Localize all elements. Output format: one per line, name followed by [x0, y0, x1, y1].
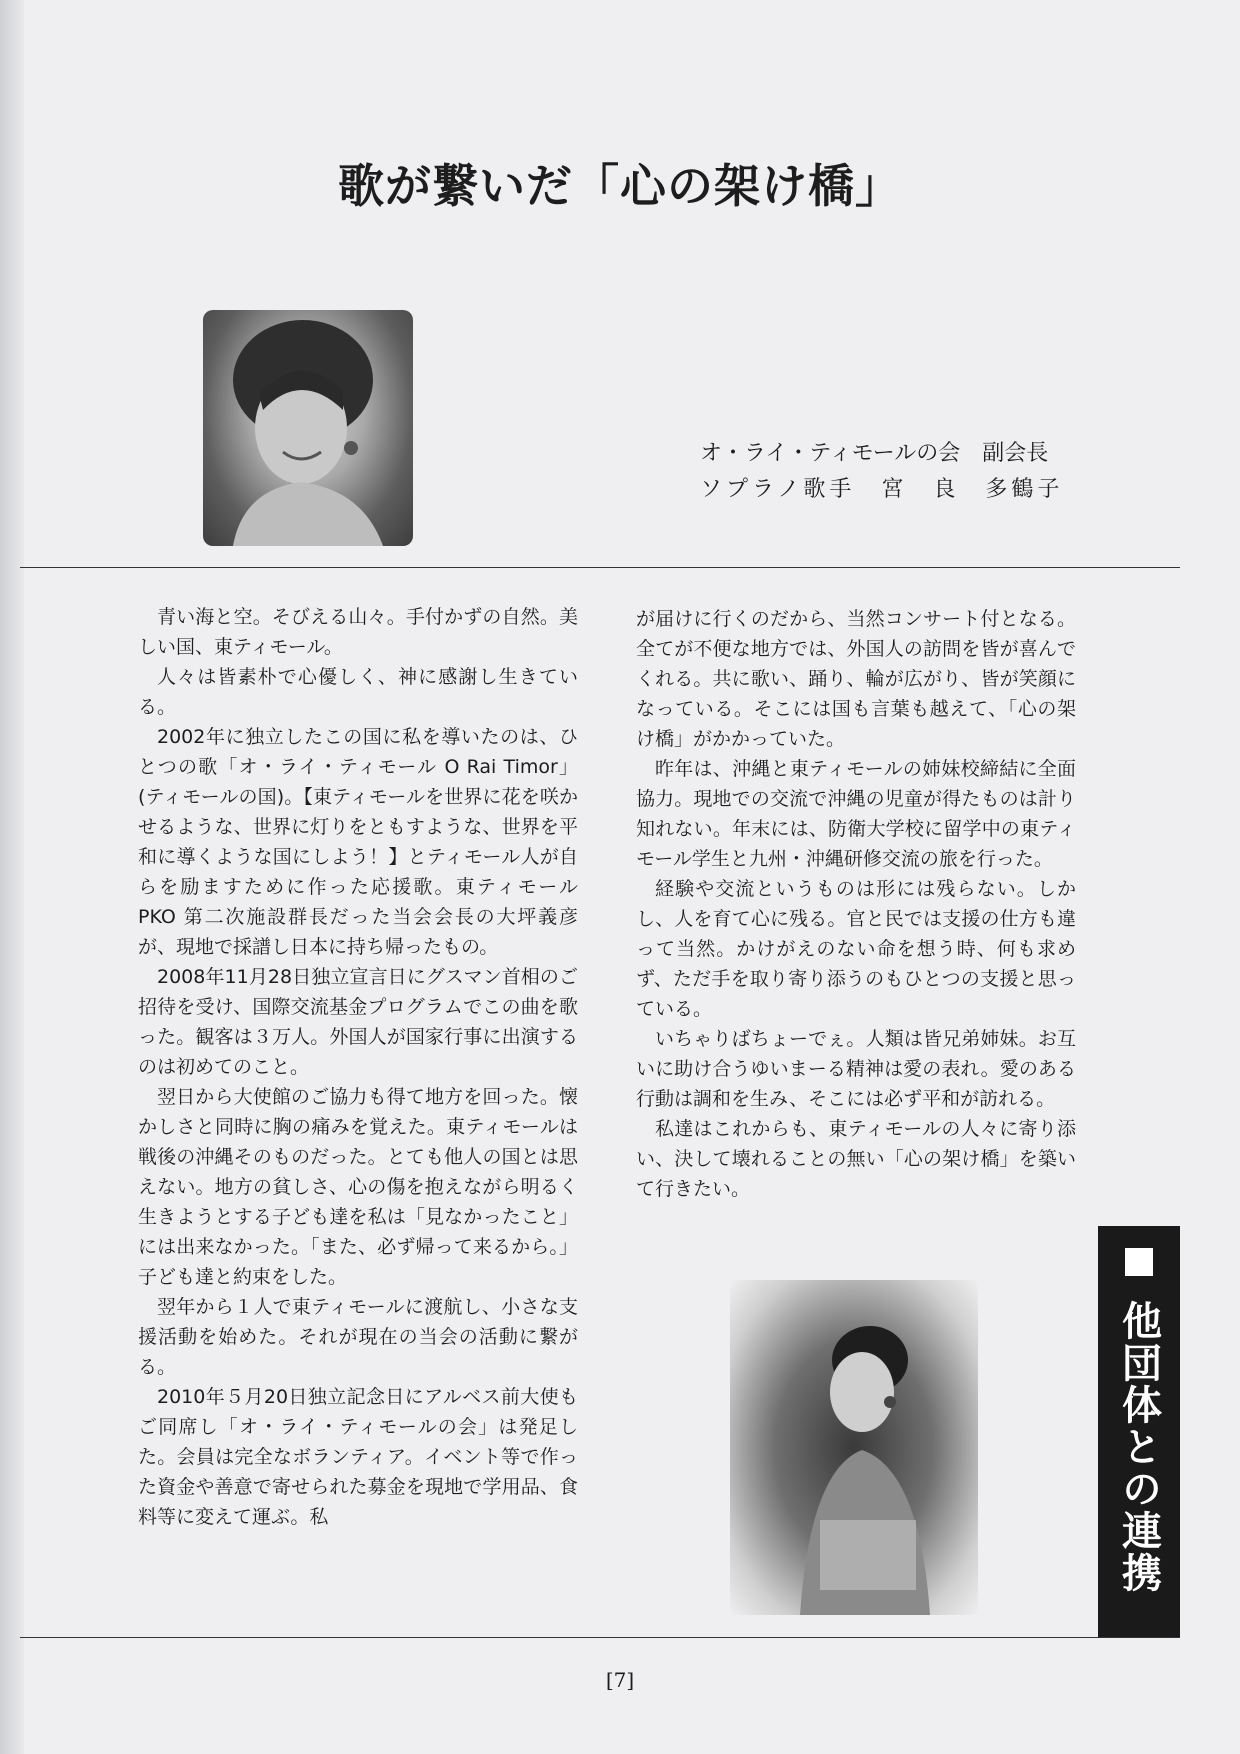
square-bullet-icon	[1125, 1248, 1153, 1276]
paragraph: 人々は皆素朴で心優しく、神に感謝し生きている。	[138, 666, 578, 718]
footer-divider	[20, 1637, 1180, 1638]
article-column-right	[636, 604, 1076, 1204]
portrait-illustration	[203, 310, 413, 546]
paragraph: 翌日から大使館のご協力も得て地方を回った。懐かしさと同時に胸の痛みを覚えた。東ティモールは戦後の沖縄そのものだった。とても他人の国とは思えない。地方の貧しさ、心の傷を抱えながら明るく生きようとする子ども達を私は「見なかったこと」には出来なかった。「また、必ず帰って来るから。」子ども達と約束をした。	[138, 1086, 578, 1288]
performance-photo	[730, 1280, 978, 1615]
page-spine-shadow	[0, 0, 24, 1754]
paragraph: 青い海と空。そびえる山々。手付かずの自然。美しい国、東ティモール。	[138, 606, 578, 658]
paragraph: 2008年11月28日独立宣言日にグスマン首相のご招待を受け、国際交流基金プログラムでこの曲を歌った。観客は３万人。外国人が国家行事に出演するのは初めてのこと。	[138, 966, 578, 1078]
paragraph: いちゃりばちょーでぇ。人類は皆兄弟姉妹。お互いに助け合うゆいまーる精神は愛の表れ。愛のある行動は調和を生み、そこには必ず平和が訪れる。	[636, 1028, 1076, 1110]
paragraph: 2010年５月20日独立記念日にアルベス前大使もご同席し「オ・ライ・ティモールの会」は発足した。会員は完全なボランティア。イベント等で作った資金や善意で寄せられた募金を現地で学用品、食料等に変えて運ぶ。私	[138, 1386, 578, 1528]
page-title: 歌が繋いだ「心の架け橋」	[338, 159, 902, 213]
paragraph: 私達はこれからも、東ティモールの人々に寄り添い、決して壊れることの無い「心の架け橋」を築いて行きたい。	[636, 1118, 1076, 1200]
paragraph: 2002年に独立したこの国に私を導いたのは、ひとつの歌「オ・ライ・ティモール O Rai Timor」(ティモールの国)。【東ティモールを世界に花を咲かせるような、世界に灯りをともすような、世界を平和に導くような国にしよう！】とティモール人が自らを励ますために作った応援歌。東ティモール PKO 第二次施設群長だった当会会長の大坪義彦が、現地で採譜し日本に持ち帰ったもの。	[138, 726, 578, 958]
paragraph: が届けに行くのだから、当然コンサート付となる。全てが不便な地方では、外国人の訪問を皆が喜んでくれる。共に歌い、踊り、輪が広がり、皆が笑顔になっている。そこには国も言葉も越えて、「心の架け橋」がかかっていた。	[636, 608, 1076, 750]
paragraph: 翌年から１人で東ティモールに渡航し、小さな支援活動を始めた。それが現在の当会の活動に繋がる。	[138, 1296, 578, 1378]
author-byline	[700, 436, 1063, 508]
author-portrait-photo	[203, 310, 413, 546]
section-tab	[1098, 1226, 1180, 1638]
page-number: [7]	[605, 1668, 635, 1692]
header-divider	[20, 567, 1180, 568]
author-affiliation: オ・ライ・ティモールの会 副会長	[700, 441, 1049, 466]
performance-illustration	[730, 1280, 978, 1615]
section-tab-label: 他団体との連携	[1115, 1300, 1162, 1594]
article-column-left	[138, 602, 578, 1532]
paragraph: 昨年は、沖縄と東ティモールの姉妹校締結に全面協力。現地での交流で沖縄の児童が得たものは計り知れない。年末には、防衛大学校に留学中の東ティモール学生と九州・沖縄研修交流の旅を行った。	[636, 758, 1076, 870]
paragraph: 経験や交流というものは形には残らない。しかし、人を育て心に残る。官と民では支援の仕方も違って当然。かけがえのない命を想う時、何も求めず、ただ手を取り寄り添うのもひとつの支援と思っている。	[636, 878, 1076, 1020]
author-name: ソプラノ歌手 宮 良 多鶴子	[700, 477, 1064, 502]
